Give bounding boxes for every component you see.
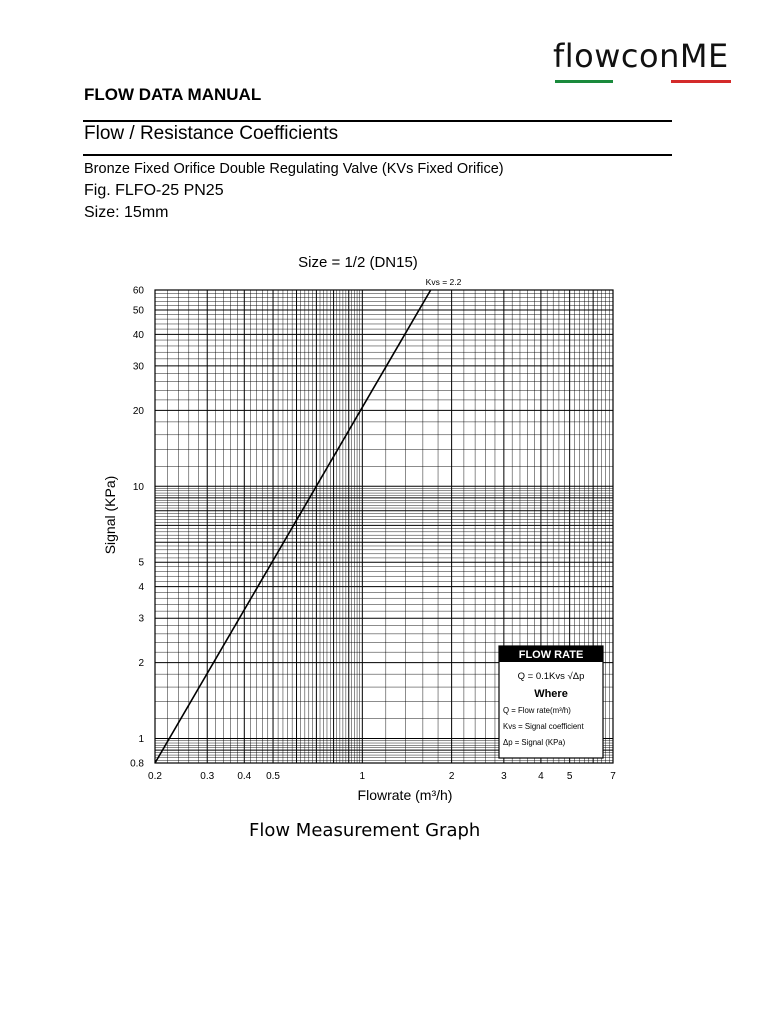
y-tick-label: 3 [138, 613, 144, 625]
header-rule-bottom [83, 154, 672, 156]
y-tick-label: 10 [132, 481, 144, 493]
valve-title: Bronze Fixed Orifice Double Regulating Valve (KVs Fixed Orifice) [84, 161, 504, 177]
y-tick-label: 60 [132, 285, 144, 297]
brand-underline [555, 80, 731, 83]
x-tick-label: 0.5 [266, 771, 280, 782]
legend-where: Where [534, 688, 568, 700]
kvs-series-label: Kvs = 2.2 [425, 277, 462, 287]
manual-title: FLOW DATA MANUAL [84, 85, 262, 104]
x-tick-label: 2 [448, 771, 455, 782]
brand-underline-red [671, 80, 731, 83]
y-tick-label: 1 [138, 734, 144, 746]
valve-size: Size: 15mm [84, 204, 169, 221]
graph-caption: Flow Measurement Graph [249, 820, 481, 841]
figure-number: Fig. FLFO-25 PN25 [84, 182, 224, 199]
x-tick-label: 1 [359, 771, 366, 782]
x-tick-label: 0.2 [148, 771, 162, 782]
section-title: Flow / Resistance Coefficients [84, 123, 339, 144]
x-axis-label: Flowrate (m³/h) [357, 787, 453, 803]
legend-line-dp: Δp = Signal (KPa) [503, 738, 566, 747]
header-rule-top [83, 120, 672, 122]
x-tick-label: 7 [610, 771, 616, 782]
y-tick-label: 4 [138, 582, 144, 594]
flow-chart [0, 240, 768, 820]
legend-formula: Q = 0.1Kvs √Δp [517, 671, 585, 682]
brand-logo: flowconME [553, 37, 729, 75]
y-axis-ticks [130, 286, 144, 770]
y-tick-label: 2 [138, 658, 144, 670]
x-tick-label: 0.4 [237, 771, 252, 782]
y-axis-label: Signal (KPa) [102, 475, 118, 555]
y-tick-label: 50 [132, 305, 144, 317]
legend-line-kvs: Kvs = Signal coefficient [503, 722, 584, 731]
x-tick-label: 3 [501, 771, 507, 782]
x-tick-label: 0.3 [200, 771, 215, 782]
chart-title: Size = 1/2 (DN15) [298, 254, 418, 271]
flow-rate-legend [499, 646, 603, 758]
x-axis-ticks [148, 771, 616, 782]
y-tick-label: 0.8 [130, 758, 144, 770]
kvs-series-line [155, 290, 431, 763]
brand-underline-green [555, 80, 613, 83]
y-tick-label: 20 [132, 405, 144, 417]
y-tick-label: 5 [138, 557, 144, 569]
x-tick-label: 4 [538, 771, 544, 782]
legend-heading: FLOW RATE [518, 649, 584, 661]
brand-underline-white [613, 80, 671, 83]
x-tick-label: 5 [566, 771, 573, 782]
y-tick-label: 30 [132, 361, 144, 373]
legend-line-q: Q = Flow rate(m³/h) [503, 706, 571, 715]
y-tick-label: 40 [132, 329, 144, 341]
